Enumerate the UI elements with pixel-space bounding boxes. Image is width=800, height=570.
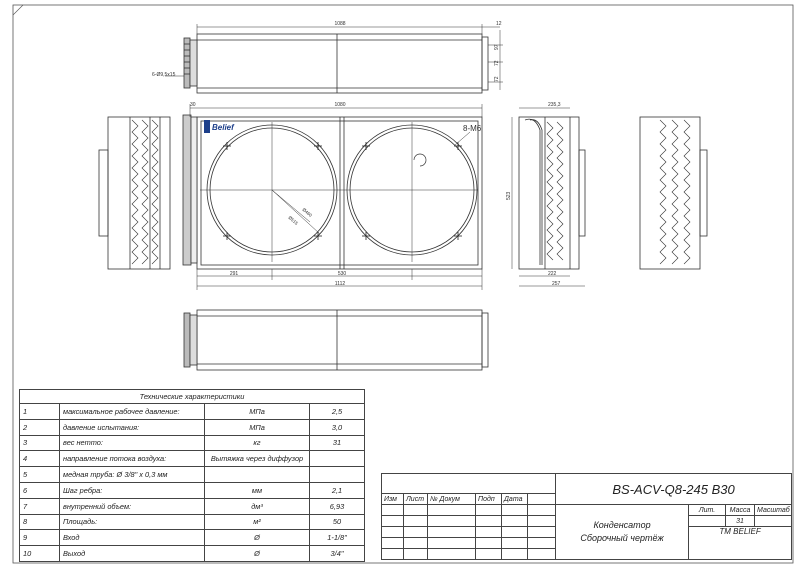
row-unit [205, 467, 310, 483]
row-value: 2,1 [310, 482, 365, 498]
rotation-arrow-icon [414, 154, 426, 166]
dim-top-h3: 72 [494, 76, 500, 82]
row-name: Выход [60, 546, 205, 562]
row-value: 1-1/8" [310, 530, 365, 546]
col-header-podp: Подп [476, 494, 502, 505]
table-row [20, 435, 365, 451]
row-unit: м² [205, 514, 310, 530]
table-row [20, 451, 365, 467]
dim-top-width: 1088 [334, 21, 346, 27]
right-side-view [512, 108, 585, 286]
table-row [20, 419, 365, 435]
row-value: 2,5 [310, 404, 365, 420]
bottom-view [184, 310, 488, 370]
end-view [640, 117, 707, 269]
holes-callout: 8-M6 [463, 124, 482, 133]
table-row [20, 467, 365, 483]
row-name: Шаг ребра: [60, 482, 205, 498]
col-header-list: Лист [404, 494, 428, 505]
top-view [165, 24, 503, 93]
row-name: давление испытания: [60, 419, 205, 435]
dim-seg-left: 291 [229, 271, 239, 277]
fan-diameter-2: Ø515 [287, 214, 300, 226]
row-unit: дм³ [205, 498, 310, 514]
row-number: 9 [20, 530, 60, 546]
row-name: вес нетто: [60, 435, 205, 451]
table-row [20, 514, 365, 530]
col-header-dokum: № Докум [428, 494, 476, 505]
row-value: 50 [310, 514, 365, 530]
belief-logo [204, 120, 235, 133]
row-name: Вход [60, 530, 205, 546]
row-number: 2 [20, 419, 60, 435]
col-header-data: Дата [502, 494, 528, 505]
row-unit: Ø [205, 530, 310, 546]
row-value [310, 451, 365, 467]
table-row [20, 530, 365, 546]
row-number: 6 [20, 482, 60, 498]
product-name-line1: Конденсатор [593, 520, 651, 530]
dim-seg-mid: 530 [337, 271, 347, 277]
row-name: Площадь: [60, 514, 205, 530]
row-name: направление потока воздуха: [60, 451, 205, 467]
row-value [310, 467, 365, 483]
scale-label: Масштаб [755, 505, 792, 516]
row-value: 6,93 [310, 498, 365, 514]
company-name: TM BELIEF [689, 527, 792, 560]
frame-corner-mark [13, 5, 23, 15]
spec-table-title: Технические характеристики [20, 390, 365, 404]
fan-diameter-1: Ø460 [301, 206, 314, 218]
table-row [20, 404, 365, 420]
row-value: 31 [310, 435, 365, 451]
left-side-view [99, 117, 170, 269]
dim-side-bottom2: 257 [552, 281, 561, 287]
row-number: 5 [20, 467, 60, 483]
spec-table [19, 389, 364, 560]
mass-value: 31 [726, 516, 755, 527]
pipe-callout: 6-Ø9,5x15 [152, 72, 176, 78]
row-number: 1 [20, 404, 60, 420]
product-name-line2: Сборочный чертёж [580, 533, 664, 543]
dim-front-left: 30 [190, 102, 196, 108]
dim-side-top: 235,3 [548, 102, 561, 108]
product-name [556, 505, 689, 560]
row-unit: кг [205, 435, 310, 451]
row-value: 3,0 [310, 419, 365, 435]
dim-top-offset: 12 [496, 21, 502, 27]
mounting-holes [223, 142, 462, 240]
dim-side-height: 523 [506, 191, 512, 200]
row-name: медная труба: Ø 3/8" х 0,3 мм [60, 467, 205, 483]
row-name: максимальное рабочее давление: [60, 404, 205, 420]
table-row [20, 546, 365, 562]
row-value: 3/4" [310, 546, 365, 562]
table-row [20, 498, 365, 514]
row-unit: мм [205, 482, 310, 498]
row-name: внутренний объем: [60, 498, 205, 514]
col-header-izm: Изм [382, 494, 404, 505]
table-row [20, 482, 365, 498]
row-number: 8 [20, 514, 60, 530]
drawing-code: BS-ACV-Q8-245 B30 [556, 474, 792, 505]
row-unit: Вытяжка через диффузор [205, 451, 310, 467]
dim-side-bottom1: 222 [548, 271, 557, 277]
row-number: 7 [20, 498, 60, 514]
row-number: 3 [20, 435, 60, 451]
row-unit: МПа [205, 419, 310, 435]
row-unit: МПа [205, 404, 310, 420]
dim-top-h2: 72 [494, 60, 500, 66]
mass-label: Масса [726, 505, 755, 516]
row-unit: Ø [205, 546, 310, 562]
lit-label: Лит. [689, 505, 726, 516]
dim-front-total: 1112 [334, 281, 346, 287]
row-number: 4 [20, 451, 60, 467]
row-number: 10 [20, 546, 60, 562]
logo-text: Belief [212, 123, 234, 132]
dim-front-width: 1080 [334, 102, 346, 108]
dim-top-h1: 97 [494, 44, 500, 50]
title-block [381, 473, 791, 560]
